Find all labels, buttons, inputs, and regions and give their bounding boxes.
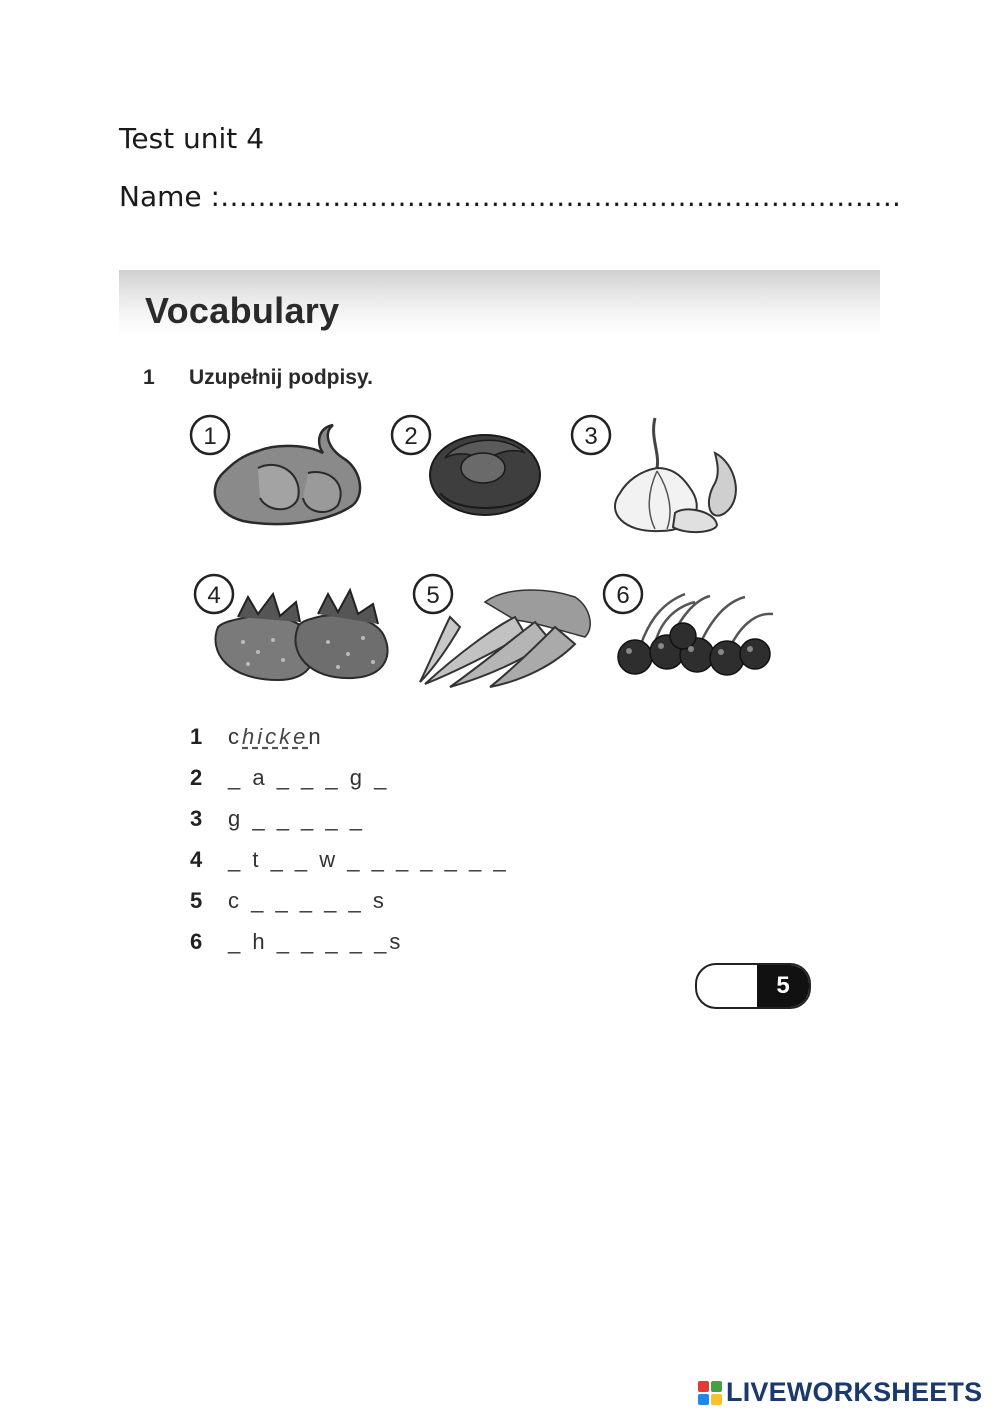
word-number: 5 xyxy=(190,887,203,913)
logo-square xyxy=(711,1381,722,1392)
handwritten-answer: hicke xyxy=(242,723,309,749)
vocabulary-header-band xyxy=(119,270,880,336)
word-list xyxy=(190,716,509,962)
word-number: 2 xyxy=(190,764,203,790)
word-blank-pattern[interactable]: _ a _ _ _ g _ xyxy=(228,764,390,790)
picture-6 xyxy=(595,572,780,682)
logo-square xyxy=(698,1394,709,1405)
word-row xyxy=(190,798,509,839)
picture-1 xyxy=(188,413,368,528)
picture-5 xyxy=(405,572,600,692)
word-blank-pattern[interactable]: _ h _ _ _ _ _s xyxy=(228,928,404,954)
picture-number: 5 xyxy=(426,582,440,609)
exercise-number: 1 xyxy=(143,366,155,389)
carrots-icon xyxy=(405,572,600,692)
word-blank-pattern[interactable]: c _ _ _ _ _ s xyxy=(228,887,387,913)
word-row xyxy=(190,757,509,798)
chicken-icon xyxy=(188,413,368,528)
picture-number: 6 xyxy=(616,582,630,609)
logo-square xyxy=(698,1381,709,1392)
word-row xyxy=(190,880,509,921)
cherries-icon xyxy=(595,572,780,682)
picture-number: 1 xyxy=(203,423,217,450)
name-field-line: Name :………………………………………………………………. xyxy=(119,180,901,213)
picture-4 xyxy=(188,572,398,687)
section-title: Vocabulary xyxy=(145,290,340,331)
test-title: Test unit 4 xyxy=(119,122,265,155)
word-answer-example: chicken xyxy=(228,723,324,749)
picture-number: 2 xyxy=(404,423,418,450)
word-row xyxy=(190,921,509,962)
word-number: 4 xyxy=(190,846,203,872)
word-number: 6 xyxy=(190,928,203,954)
garlic-icon xyxy=(565,413,755,538)
score-points: 5 xyxy=(757,965,809,1007)
picture-number: 3 xyxy=(584,423,598,450)
brand-text: LIVEWORKSHEETS xyxy=(726,1377,983,1407)
cabbage-icon xyxy=(385,413,550,523)
picture-3 xyxy=(565,413,755,538)
liveworksheets-brand xyxy=(698,1377,982,1408)
word-row xyxy=(190,716,509,757)
picture-number: 4 xyxy=(207,582,221,609)
logo-square xyxy=(711,1394,722,1405)
picture-2 xyxy=(385,413,550,523)
word-blank-pattern[interactable]: g _ _ _ _ _ xyxy=(228,805,365,831)
word-number: 1 xyxy=(190,723,203,749)
strawberries-icon xyxy=(188,572,398,687)
word-blank-pattern[interactable]: _ t _ _ w _ _ _ _ _ _ _ xyxy=(228,846,509,872)
exercise-instruction: Uzupełnij podpisy. xyxy=(189,366,373,389)
score-box xyxy=(695,963,811,1009)
liveworksheets-logo-icon xyxy=(698,1381,722,1405)
word-row xyxy=(190,839,509,880)
word-number: 3 xyxy=(190,805,203,831)
